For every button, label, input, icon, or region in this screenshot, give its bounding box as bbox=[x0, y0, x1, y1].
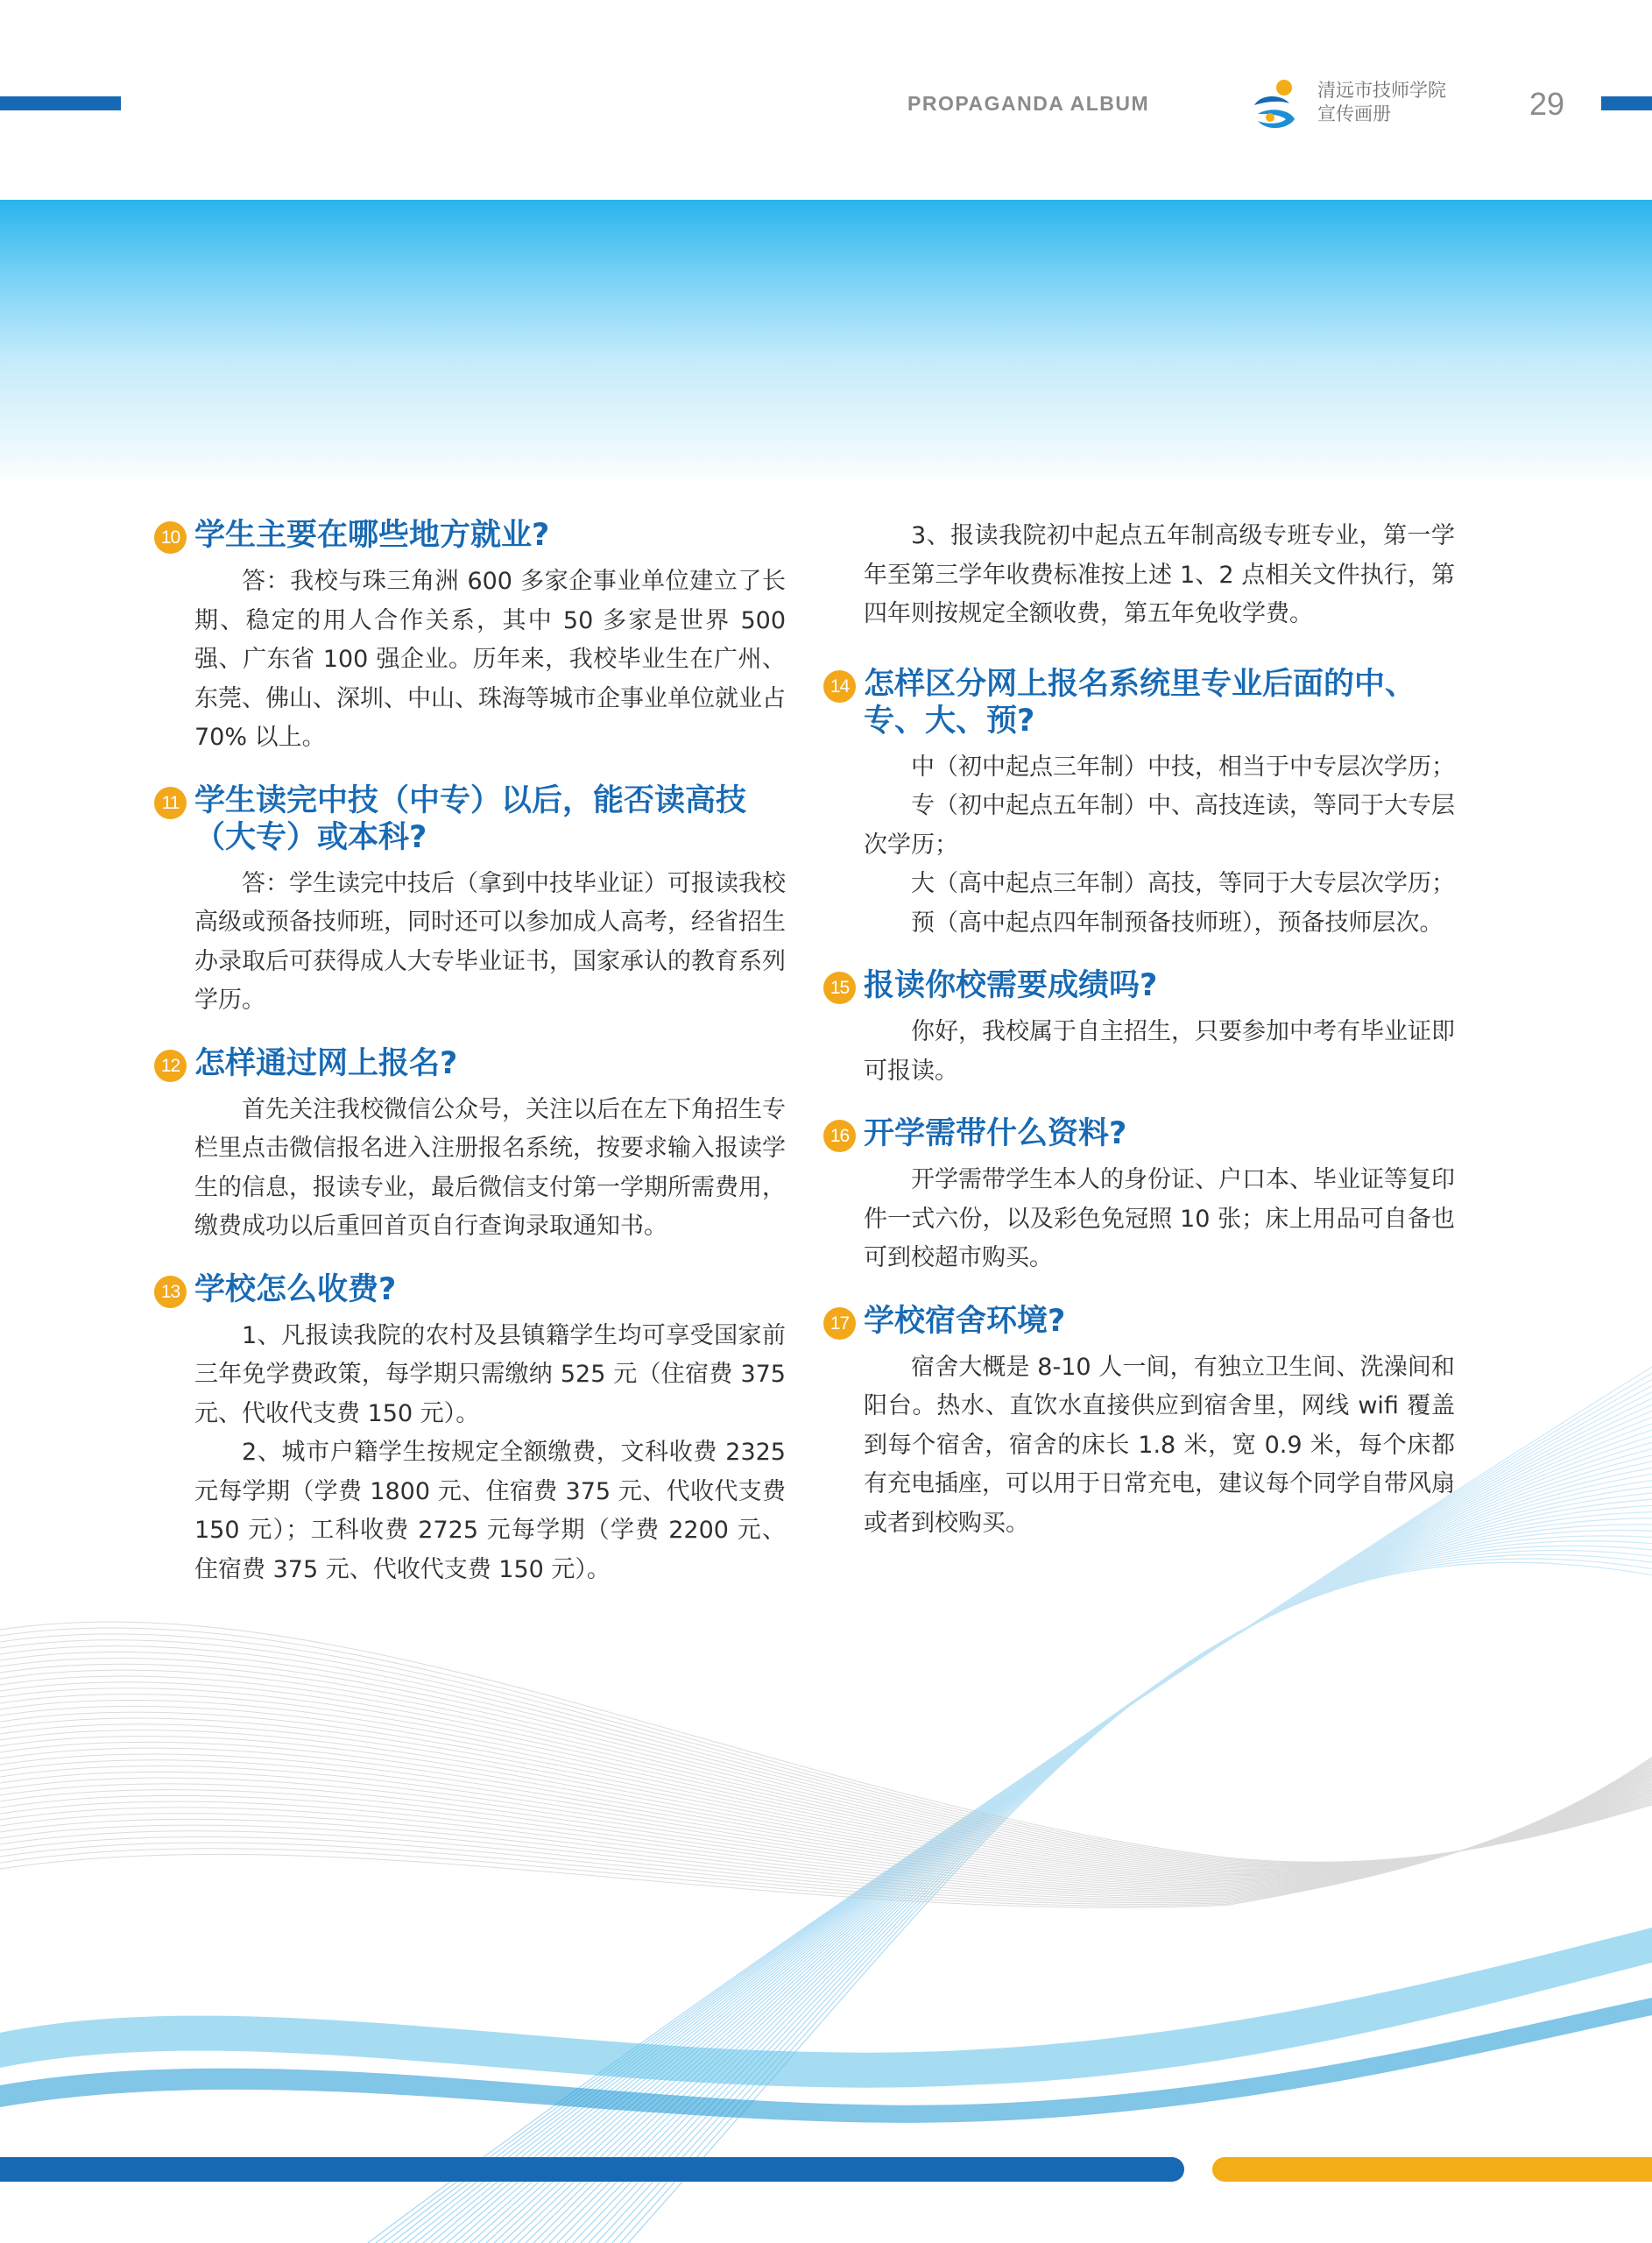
answer-line-3: 大（高中起点三年制）高技，等同于大专层次学历； bbox=[911, 870, 1455, 897]
left-column bbox=[160, 517, 786, 1614]
sky-banner bbox=[0, 200, 1652, 489]
wave-line bbox=[0, 1769, 1652, 1893]
answer-text: 首先关注我校微信公众号，关注以后在左下角招生专栏里点击微信报名进入注册报名系统，按要求输入报读学生的信息，报读专业，最后微信支付第一学期所需费用，缴费成功以后重回首页自行查询录取通知书。 bbox=[194, 1095, 786, 1240]
wave-line bbox=[604, 1550, 1652, 2243]
question-heading: 学校怎么收费? bbox=[194, 1271, 397, 1307]
wave-line bbox=[0, 1772, 1652, 1888]
answer-text: 答：我校与珠三角洲 600 多家企事业单位建立了长期、稳定的用人合作关系，其中 50 多家是世界 500 强、广东省 100 强企业。历年来，我校毕业生在广州、东莞、佛山、深圳、中山、珠海等城市企事业单位就业占 70% 以上。 bbox=[194, 568, 786, 751]
school-logo-icon bbox=[1249, 75, 1303, 133]
school-name-line1: 清远市技师学院 bbox=[1317, 80, 1446, 101]
school-name-line2: 宣传画册 bbox=[1317, 103, 1391, 124]
wave-line bbox=[581, 1536, 1652, 2243]
question-heading: 学校宿舍环境? bbox=[864, 1303, 1066, 1339]
answer-line-4: 预（高中起点四年制预备技师班），预备技师层次。 bbox=[911, 909, 1444, 937]
wave-line bbox=[0, 1640, 1652, 1864]
wave-line bbox=[0, 1695, 1652, 1872]
question-heading: 怎样通过网上报名? bbox=[194, 1045, 458, 1081]
footer-bar-blue bbox=[0, 2157, 1184, 2182]
question-number-badge: 15 bbox=[823, 972, 856, 1004]
question-heading: 报读你校需要成绩吗? bbox=[864, 968, 1158, 1003]
wave-line bbox=[612, 1554, 1652, 2243]
wave-line bbox=[0, 1773, 1652, 1890]
page-number: 29 bbox=[1529, 86, 1565, 122]
answer-paragraph-3: 3、报读我院初中起点五年制高级专班专业，第一学年至第三学年收费标准按上述 1、2 点相关文件执行，第四年则按规定全额收费，第五年免收学费。 bbox=[864, 522, 1455, 627]
album-title: PROPAGANDA ALBUM bbox=[907, 92, 1150, 115]
qa-item-13 bbox=[160, 1271, 786, 1590]
answer-text: 答：学生读完中技后（拿到中技毕业证）可报读我校高级或预备技师班，同时还可以参加成人高考，经省招生办录取后可获得成人大专毕业证书，国家承认的教育系列学历。 bbox=[194, 869, 786, 1014]
wave-line bbox=[0, 1652, 1652, 1866]
header-accent-bar-left bbox=[0, 96, 121, 110]
wave-line bbox=[0, 1762, 1652, 1901]
wave-line bbox=[0, 1706, 1652, 1874]
question-number-badge: 17 bbox=[823, 1307, 856, 1340]
question-heading: 开学需带什么资料? bbox=[864, 1116, 1127, 1151]
question-number-badge: 16 bbox=[823, 1120, 856, 1152]
header-accent-bar-right bbox=[1601, 96, 1652, 110]
question-number-badge: 10 bbox=[154, 521, 187, 554]
question-heading: 学生主要在哪些地方就业? bbox=[194, 518, 550, 553]
qa-item-14 bbox=[830, 666, 1455, 944]
qa-item-12 bbox=[160, 1045, 786, 1247]
answer-paragraph-1: 1、凡报读我院的农村及县镇籍学生均可享受国家前三年免学费政策，每学期只需缴纳 525 元（住宿费 375 元、代收代支费 150 元）。 bbox=[194, 1321, 786, 1427]
question-number-badge: 11 bbox=[154, 787, 187, 819]
qa-item-16 bbox=[830, 1115, 1455, 1278]
answer-text: 宿舍大概是 8-10 人一间，有独立卫生间、洗澡间和阳台。热水、直饮水直接供应到宿舍里，网线 wifi 覆盖到每个宿舍，宿舍的床长 1.8 米，宽 0.9 米，每个床都有充电插座，可以用于日常充电，建议每个同学自带风扇或者到校购买。 bbox=[864, 1353, 1455, 1537]
wave-line bbox=[0, 1688, 1652, 1872]
right-column bbox=[830, 517, 1455, 1567]
qa-item-17 bbox=[830, 1303, 1455, 1544]
answer-line-2: 专（初中起点五年制）中、高技连读，等同于大专层次学历； bbox=[864, 792, 1455, 859]
qa-item-13-continued bbox=[864, 517, 1455, 634]
answer-line-1: 中（初中起点三年制）中技，相当于中专层次学历； bbox=[911, 753, 1455, 781]
question-heading: 学生读完中技（中专）以后，能否读高技（大专）或本科? bbox=[194, 782, 747, 855]
question-heading: 怎样区分网上报名系统里专业后面的中、专、大、预? bbox=[864, 666, 1416, 739]
answer-paragraph-2: 2、城市户籍学生按规定全额缴费，文科收费 2325 元每学期（学费 1800 元、住宿费 375 元、代收代支费 150 元）；工科收费 2725 元每学期（学费 2200 元、住宿费 375 元、代收代支费 150 元）。 bbox=[194, 1439, 786, 1583]
qa-item-11 bbox=[161, 782, 786, 1021]
school-name bbox=[1317, 79, 1446, 126]
question-number-badge: 13 bbox=[154, 1276, 187, 1308]
answer-text: 开学需带学生本人的身份证、户口本、毕业证等复印件一式六份，以及彩色免冠照 10 张；床上用品可自备也可到校超市购买。 bbox=[864, 1166, 1455, 1271]
wave-line bbox=[0, 1700, 1652, 1873]
qa-item-15 bbox=[830, 967, 1455, 1091]
answer-text: 你好，我校属于自主招生，只要参加中考有毕业证即可报读。 bbox=[864, 1018, 1455, 1085]
question-number-badge: 12 bbox=[154, 1050, 187, 1082]
wave-line bbox=[0, 1628, 1652, 1863]
qa-item-10 bbox=[160, 517, 786, 758]
question-number-badge: 14 bbox=[823, 670, 856, 703]
footer-bar-yellow bbox=[1212, 2157, 1652, 2182]
wave-line bbox=[0, 1768, 1652, 1894]
